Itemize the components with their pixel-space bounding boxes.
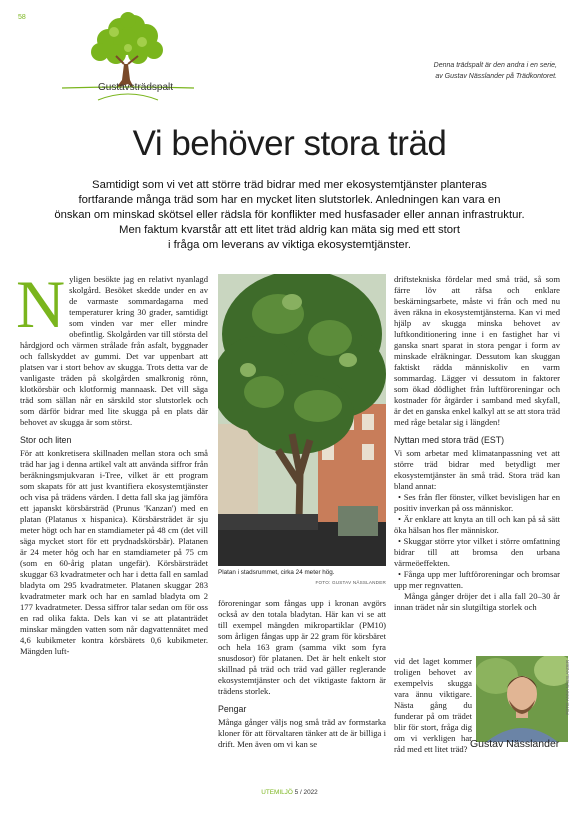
bullet-item: • Skuggar större ytor vilket i större omfattning bidrar till att bromsa den urbana värmeöeffekten. <box>394 536 560 568</box>
bullet-item: • Ses från fler fönster, vilket bevisligen har en positiv inverkan på oss människor. <box>394 492 560 513</box>
issue-number: 5 / 2022 <box>294 789 318 796</box>
body-paragraph: Många gånger dröjer det i alla fall 20–30 år innan trädet når sin slutgiltiga storlek och <box>394 591 560 612</box>
bullet-item: • Fånga upp mer luftföroreningar och bromsar upp mer regnvatten. <box>394 569 560 590</box>
body-paragraph: yligen besökte jag en relativt nyanlagd skolgård. Besöket skedde under en av de varmaste sommardagarna med temperaturer kring 30 grader, samtidigt som vinden var mer eller mindre obefintlig. Skolgården var till största del hårdgjord och värmen strålade från asfalt, byggnader och fallskyddet av gummi. Det var uppenbart att platsen var i stort behov av skugga. Trots detta var de vanligaste träden på skolgården smalkronig rönn, klotkörsbär och klotformig mannaask. Det vill säga träd som sällan når en särskild stor slutstorlek och som därför bidrar med lite skugga på en plats där behovet av skugga är som störst. <box>20 274 209 427</box>
series-note <box>327 60 557 82</box>
page-footer <box>0 789 579 796</box>
lead-line: Men faktum kvarstår att ett litet träd aldrig kan mäta sig med ett stort <box>119 224 460 236</box>
tree-photo <box>218 274 386 566</box>
article-column-1 <box>16 266 209 657</box>
body-paragraph: driftstekniska fördelar med små träd, så som färre löv att räfsa och enklare beskärningsarbete, måste vi från och med nu även räkna in ekosystemtjänsterna. Kan vi med hjälp av skugga minska behovet av luftkonditionering inne i en fastighet har vi ganska snart sparat in stora pengar i form av minskade elräkningar. Dessutom kan skuggan faktiskt rädda människoliv en varm sommardag. Lägger vi dessutom in faktorer som ökad dödlighet från luftföroreningar och kostnader för åtgärder i samband med skyfall, är det en ganska enkel kalkyl att se att stora träd med råge betalar sig i längden! <box>394 274 560 427</box>
article-title: Vi behöver stora träd <box>132 124 447 163</box>
article-column-3 <box>394 274 560 613</box>
author-name: Gustav Nässlander <box>470 738 560 750</box>
article-column-2 <box>218 598 386 750</box>
series-note-line: av Gustav Nässlander på Trädkontoret. <box>435 73 557 80</box>
bullet-item: • Är enklare att knyta an till och kan på så sätt öka hälsan hos fler människor. <box>394 514 560 535</box>
portrait-credit: FOTO: ANNA NÄSSLANDER <box>565 660 570 715</box>
body-paragraph: Vi som arbetar med klimatanpassning vet att större träd bidrar med betydligt mer ekosystemtjänster än små träd. Stora träd kan bland annat: <box>394 448 560 491</box>
subheading: Pengar <box>218 704 247 714</box>
body-paragraph: Många gånger väljs nog små träd av formstarka kloner för att förvaltaren tänker att de är billiga i drift. Men även om vi kan se <box>218 717 386 749</box>
drop-cap: N <box>16 266 66 342</box>
subheading: Stor och liten <box>20 435 72 445</box>
subheading: Nyttan med stora träd (EST) <box>394 435 504 445</box>
article-lead <box>30 178 549 253</box>
photo-credit: FOTO: GUSTAV NÄSSLANDER <box>315 580 386 585</box>
series-note-line: Denna trädspalt är den andra i en serie, <box>433 62 557 69</box>
lead-line: i fråga om leverans av viktiga ekosystemtjänster. <box>168 239 411 251</box>
body-paragraph: För att konkretisera skillnaden mellan stora och små träd har jag i denna artikel valt att använda siffror från beräkningsmjukvaran i-Tree, vilket är ett program som skapats för att just kvantifiera ekosystemtjänster och visa på trädens värden. I detta fall ska jag jämföra ett japanskt körsbärsträd (Prunus 'Kanzan') med en platan (Platanus x hispanica). Körsbärsträdet är sju meter högt och har en stamdiameter på 48 cm (det vill säga mycket stort för ett prydnadskörsbär). Platanen är 24 meter hög och har en stamdiameter på 75 cm (som en 60-årig platan ungefär). Körsbärsträdet skuggar 63 kvadratmeter och har i detta fall en samlad bladyta om 295 kvadratmeter. Platanen skuggar 283 kvadratmeter mark och har en samlad bladyta om 2 177 kvadratmeter. Dessa siffror talar sedan om för oss en rad olika fakta. Dels kan vi se att platanträdet minskar mängden vatten som når dagvattennätet med 4,6 kubikmeter kontra körsbärets 0,6 kubikmeter. Mängden luft- <box>20 448 208 656</box>
author-portrait <box>476 656 568 742</box>
page-number: 58 <box>18 14 26 21</box>
lead-line: Samtidigt som vi vet att större träd bidrar med mer ekosystemtjänster planteras <box>92 179 487 191</box>
article-column-3-tail: vid det laget kommer troligen behovet av exempelvis skugga vara ännu viktigare. Nästa gång du funderar på om trädet blir för stort, fråga dig om vi verkligen har råd med ett litet träd? <box>394 656 472 754</box>
lead-line: fortfarande många träd som har en mycket liten slutstorlek. Anledningen kan vara en <box>78 194 501 206</box>
photo-caption: Platan i stadsrummet, cirka 24 meter hög. <box>218 569 335 576</box>
lead-line: önskan om minskad skötsel eller rädsla för konflikter med husfasader eller annan infrastruktur. <box>54 209 525 221</box>
magazine-name: UTEMILJÖ <box>261 789 293 796</box>
column-label: Gustavsträdspalt <box>98 82 174 93</box>
body-paragraph: föroreningar som fångas upp i kronan avgörs också av den totala bladytan. Här kan vi se att till exempel mängden mikropartiklar (PM10) som årligen fångas upp är 22 gram för körsbäret och hela 163 gram (samma vikt som fyra snusdosor) för platanen. Det är helt enkelt stor skillnad på träd och träd vad gäller reglerande ekosystemtjänster och det viktigaste faktorn är trädens storlek. <box>218 598 386 696</box>
